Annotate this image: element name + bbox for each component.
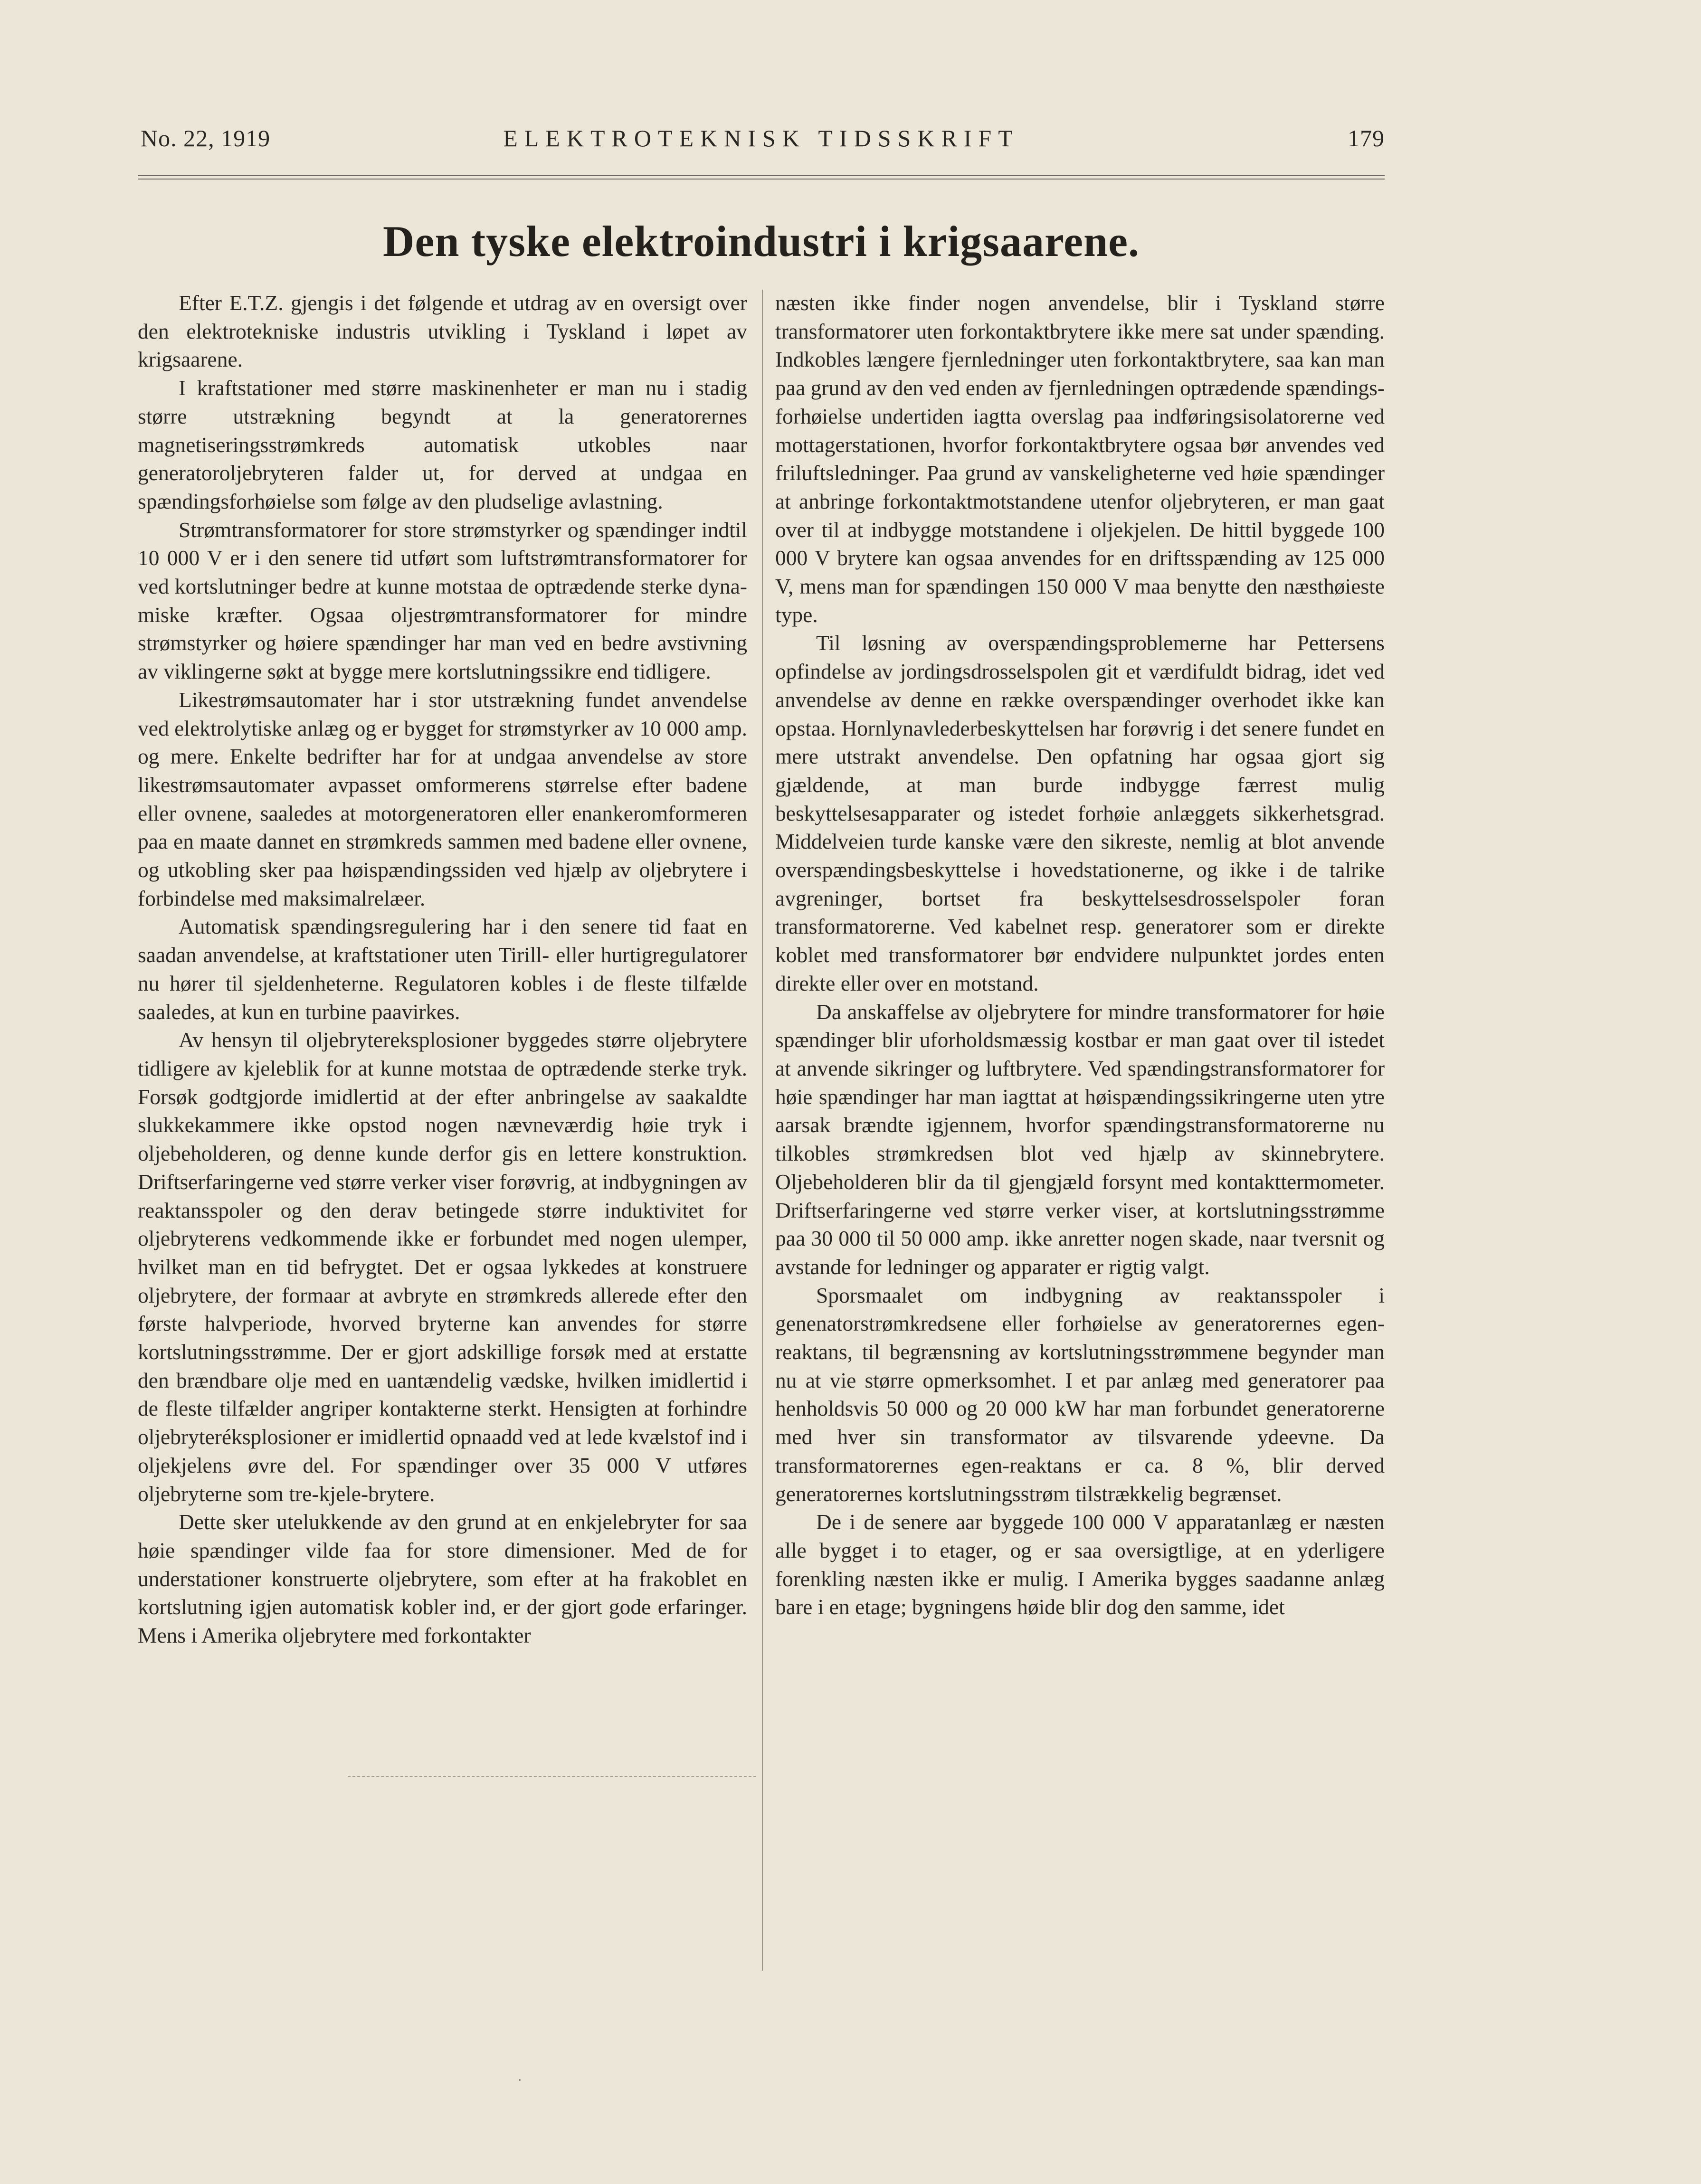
paragraph: Automatisk spændingsregulering har i den senere tid faat en saadan anvendelse, at kraftstationer uten Tirill- eller hurtigregulatorer nu hører til sjeldenheterne. Regulatoren kobles i de fleste tilfælde saaledes, at kun en turbine paavirkes. [138,914,747,1024]
paragraph: Sporsmaalet om indbygning av reaktansspoler i genenatorstrømkredsene eller forhøielse av generatorernes egen-reaktans, til begrænsning av kortslutningsstrømmene begynder man nu at vie større opmerksomhet. I et par anlæg med generatorer paa henholdsvis 50 000 og 20 000 kW har man forbundet generatorerne med hver sin transformator av tilsvarende ydeevne. Da transformatorernes egen-reaktans er ca. 8 %, blir derved generatorernes kortslutningsstrøm tilstrækkelig begrænset. [775,1283,1385,1506]
paragraph: næsten ikke finder nogen anvendelse, blir i Tyskland større transformatorer uten forkontaktbrytere ikke mere sat under spænding. Indkobles længere fjernledninger uten forkontaktbrytere, saa kan man paa grund av den ved enden av fjernledningen optrædende spændingsforhøielse undertiden iagtta overslag paa indføringsisolatorerne ved mottagerstationen, hvorfor forkontaktbrytere ogsaa bør anvendes ved friluftsledninger. Paa grund av vanskeligheterne ved høie spændinger at anbringe forkontaktmotstandene utenfor oljebryteren, er man gaat over til at indbygge motstandene i oljekjelen. De hittil byggede 100 000 V brytere kan ogsaa anvendes for en driftsspænding av 125 000 V, mens man for spændingen 150 000 V maa benytte den næsthøieste type. [775,291,1385,627]
left-column [138,289,747,1650]
ink-speck [519,2079,521,2081]
paragraph: I kraftstationer med større maskinenheter er man nu i stadig større utstrækning begyndt at la generatorernes magnetiseringsstrømkreds automatisk utkobles naar generatoroljebryteren falder ut, for derved at undgaa en spændingsforhøielse som følge av den pludselige avlastning. [138,376,747,513]
faint-rule [348,1776,756,1777]
paragraph: Dette sker utelukkende av den grund at en enkjelebryter for saa høie spændinger vilde faa for store dimensioner. Med de for understationer konstruerte oljebrytere, som efter at ha frakoblet en kortslutning igjen automatisk kobler ind, er der gjort gode erfaringer. Mens i Amerika oljebrytere med forkontakter [138,1510,747,1648]
header-rule [138,175,1385,180]
running-head [138,124,1385,158]
paragraph: Til løsning av overspændingsproblemerne har Pettersens opfindelse av jordingsdrosselspolen git et værdifuldt bidrag, idet ved anvendelse av denne en række overspændinger overhodet ikke kan opstaa. Hornlynavlederbeskyttelsen har forøvrig i det senere fundet en mere utstrakt anvendelse. Den opfatning har ogsaa gjort sig gjældende, at man burde indbygge færrest mulig beskyttelsesapparater og istedet forhøie anlæggets sikkerhetsgrad. Middelveien turde kanske være den sikreste, nemlig at blot anvende overspændingsbeskyttelse i hovedstationerne, og ikke i de talrike avgreninger, bortset fra beskyttelsesdrosselspoler foran transformatorerne. Ved kabelnet resp. generatorer som er direkte koblet med transformatorer bør endvidere nulpunktet jordes enten direkte eller over en motstand. [775,631,1385,995]
paragraph: Likestrømsautomater har i stor utstrækning fundet anvendelse ved elektrolytiske anlæg og er bygget for strømstyrker av 10 000 amp. og mere. Enkelte bedrifter har for at undgaa anvendelse av store likestrømsautomater avpasset omformerens størrelse efter badene eller ovnene, saaledes at motorgeneratoren eller enankeromformeren paa en maate dannet en strømkreds sammen med badene eller ovnene, og utkobling sker paa høispændingssiden ved hjælp av oljebrytere i forbindelse med maksimalrelæer. [138,687,747,910]
column-divider [762,290,763,1971]
journal-title: ELEKTROTEKNISK TIDSSKRIFT [503,125,1019,151]
right-column [775,289,1385,1621]
page-number: 179 [1348,125,1385,151]
paragraph: Strømtransformatorer for store strømstyrker og spændinger indtil 10 000 V er i den senere tid utført som luftstrømtransformatorer for ved kortslutninger bedre at kunne motstaa de optrædende sterke dynamiske kræfter. Ogsaa oljestrømtransformatorer for mindre strømstyrker og høiere spændinger har man ved en bedre avstivning av viklingerne søkt at bygge mere kortslutningssikre end tidligere. [138,517,747,684]
paragraph: Av hensyn til oljebrytereksplosioner byggedes større oljebrytere tidligere av kjeleblik for at kunne motstaa de optrædende sterke tryk. Forsøk godtgjorde imidlertid at der efter anbringelse av saakaldte slukkekammere ikke opstod nogen nævneværdig høie tryk i oljebeholderen, og denne kunde derfor gis en lettere konstruktion. Driftserfaringerne ved større verker viser forøvrig, at indbygningen av reaktansspoler og den derav betingede større induktivitet for oljebryterens vedkommende ikke er forbundet med nogen ulemper, hvilket man en tid befrygtet. Det er ogsaa lykkedes at konstruere oljebrytere, der formaar at avbryte en strømkreds allerede efter den første halvperiode, hvorved bryterne kan anvendes for større kortslutningsstrømme. Der er gjort adskillige forsøk med at erstatte den brændbare olje med en uantændelig vædske, hvilken imidlertid i de fleste tilfælder angriper kontakterne sterkt. Hensigten at forhindre oljebryteréksplosioner er imidlertid opnaadd ved at lede kvælstof ind i oljekjelens øvre del. For spændinger over 35 000 V utføres oljebryterne som tre-kjele-brytere. [138,1028,747,1506]
paragraph: Efter E.T.Z. gjengis i det følgende et utdrag av en oversigt over den elektrotekniske industris utvikling i Tyskland i løpet av krigsaarene. [138,291,747,372]
paragraph: Da anskaffelse av oljebrytere for mindre transformatorer for høie spændinger blir uforholdsmæssig kostbar er man gaat over til istedet at anvende sikringer og luftbrytere. Ved spændingstransformatorer for høie spændinger har man iagttat at høispændingssikringerne uten ytre aarsak brændte igjennem, hvorfor spændingstransformatorerne nu tilkobles strømkredsen blot ved hjælp av skinnebrytere. Oljebeholderen blir da til gjengjæld forsynt med kontakttermometer. Driftserfaringerne ved større verker viser, at kortslutningsstrømme paa 30 000 til 50 000 amp. ikke anretter nogen skade, naar tversnit og avstande for ledninger og apparater er rigtig valgt. [775,999,1385,1279]
issue-number: No. 22, 1919 [141,125,271,151]
paragraph: De i de senere aar byggede 100 000 V apparatanlæg er næsten alle bygget i to etager, og er saa oversigtlige, at en yderligere forenkling næsten ikke er mulig. I Amerika bygges saadanne anlæg bare i en etage; bygningens høide blir dog den samme, idet [775,1510,1385,1619]
article-title: Den tyske elektroindustri i krigsaarene. [383,217,1140,265]
